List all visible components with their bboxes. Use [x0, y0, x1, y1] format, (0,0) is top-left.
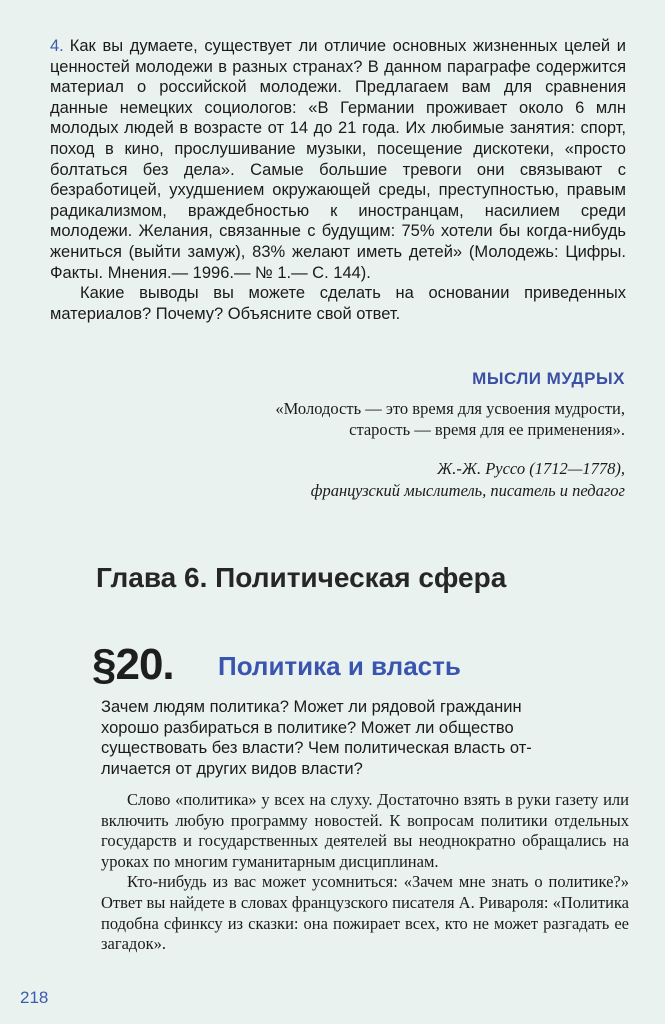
- quote-line: «Молодость — это время для усвоения мудрости,: [275, 399, 625, 418]
- body-paragraph: Слово «политика» у всех на слуху. Достаточно взять в руки газету или включить любую программу новостей. К вопросам политики отдельных государств и государственных деятелей вы неоднократно обращались на уроках по многим гуманитарным дисциплинам.: [101, 790, 629, 871]
- question-line: хорошо разбираться в политике? Может ли общество: [101, 718, 514, 737]
- task-question: Какие выводы вы можете сделать на основании приведенных материалов? Почему? Объясните свой ответ.: [50, 284, 626, 323]
- question-line: Зачем людям политика? Может ли рядовой гражданин: [101, 698, 522, 716]
- quote-author: [105, 458, 625, 501]
- intro-questions: [101, 697, 629, 779]
- chapter-title: Глава 6. Политическая сфера: [96, 562, 507, 593]
- task-number: 4.: [50, 37, 64, 55]
- question-line: личается от других видов власти?: [101, 759, 363, 778]
- paragraph-number: §20.: [92, 640, 174, 689]
- page-number: 218: [20, 988, 49, 1007]
- task-block: [50, 36, 626, 324]
- question-line: существовать без власти? Чем политическая власть от-: [101, 739, 532, 757]
- task-text: [50, 36, 626, 283]
- body-paragraph: Кто-нибудь из вас может усомниться: «Зачем мне знать о политике?» Ответ вы найдете в словах французского писателя А. Ривароля: «Политика подобна сфинксу из сказки: она пожирает всех, кто не может разгадать ее загадок».: [101, 872, 629, 954]
- body-text: [101, 790, 629, 955]
- author-name: Ж.-Ж. Руссо (1712—1778),: [437, 459, 625, 478]
- task-body: Как вы думаете, существует ли отличие основных жизненных целей и ценностей молодежи в разных странах? В данном параграфе содержится материал о российской молодежи. Предлагаем вам для сравнения данные немецких социологов: «В Германии проживает около 6 млн молодых людей в возрасте от 14 до 21 года. Их любимые занятия: спорт, поход в кино, прослушивание музыки, посещение дискотеки, «просто болтаться без дела». Самые большие тревоги они связывают с безработицей, ухудшением окружающей среды, преступностью, правым радикализмом, враждебностью к иностранцам, насилием среди молодежи. Желания, связанные с будущим: 75% хотели бы когда-нибудь жениться (выйти замуж), 83% желают иметь детей» (Молодежь: Цифры. Факты. Мнения.— 1996.— № 1.— С. 144).: [50, 37, 626, 282]
- epigraph-quote: [105, 398, 625, 440]
- quote-line: старость — время для ее применения».: [349, 420, 625, 439]
- author-description: французский мыслитель, писатель и педагог: [310, 480, 625, 500]
- wise-thoughts-heading: МЫСЛИ МУДРЫХ: [472, 369, 625, 388]
- paragraph-title: Политика и власть: [218, 651, 461, 681]
